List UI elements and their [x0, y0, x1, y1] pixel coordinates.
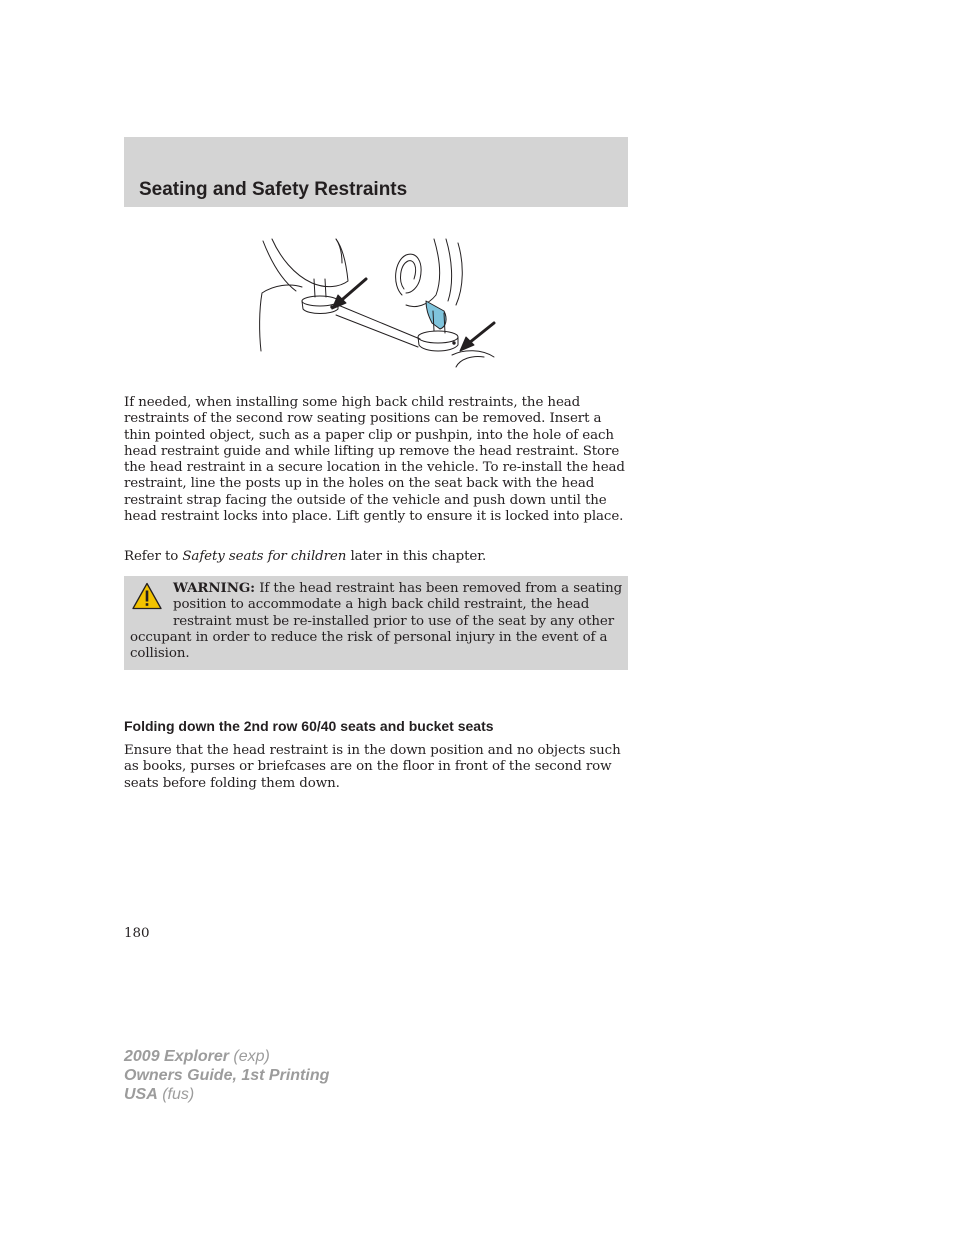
footer-line-3: USA (fus): [124, 1086, 195, 1103]
warning-box: [124, 576, 628, 670]
seatback-top-left: [338, 305, 420, 339]
right-headrest: [406, 239, 440, 307]
footer-line-2: Owners Guide, 1st Printing: [124, 1067, 330, 1084]
page-number: 180: [124, 926, 150, 941]
left-seat-back: [263, 241, 296, 291]
folding-heading: Folding down the 2nd row 60/40 seats and bucket seats: [124, 718, 494, 734]
instructions-paragraph: If needed, when installing some high back child restraints, the head restraints of the second row seating positions can be removed. Insert a thin pointed object, such as a paper clip or pushpin, into the hole of each head restraint guide and while lifting up remove the head restraint. Store the head restraint in a secure location in the vehicle. To re-install the head restraint, line the posts up in the holes on the seat back with the head restraint strap facing the outside of the vehicle and push down until the head restraint locks into place. Lift gently to ensure it is locked into place.: [124, 395, 625, 525]
footer: [124, 1047, 329, 1104]
left-post: [314, 279, 326, 297]
reference-paragraph: [124, 549, 628, 565]
section-title: Seating and Safety Restraints: [139, 179, 408, 200]
reference-prefix: Refer to: [124, 549, 183, 564]
footer-line-1: 2009 Explorer (exp): [124, 1048, 270, 1065]
section-header: [124, 137, 628, 207]
right-seat-back: [446, 239, 462, 305]
reference-link: Safety seats for children: [182, 549, 347, 564]
folding-paragraph: Ensure that the head restraint is in the down position and no objects such as books, purses or briefcases are on the floor in front of the second row seats before folding them down.: [124, 743, 621, 791]
right-guide-hole: [453, 342, 455, 344]
warning-label: WARNING:: [173, 580, 256, 596]
warning-message: If the head restraint has been removed from a seating position to accommodate a high back child restraint, the head restraint must be re-installed prior to use of the seat by any other occupant in order to reduce the risk of personal injury in the event of a collision.: [130, 581, 623, 662]
warning-text: [130, 580, 623, 662]
left-headrest: [272, 239, 348, 287]
right-guide-collar: [418, 331, 458, 343]
left-guide-collar: [302, 296, 338, 306]
reference-suffix: later in this chapter.: [346, 549, 487, 564]
seatback-top-right: [336, 315, 418, 347]
right-headrest-handle: [396, 254, 421, 295]
left-seat-outline: [260, 285, 302, 351]
head-restraint-illustration: [256, 235, 496, 370]
restraint-strap: [426, 301, 446, 329]
